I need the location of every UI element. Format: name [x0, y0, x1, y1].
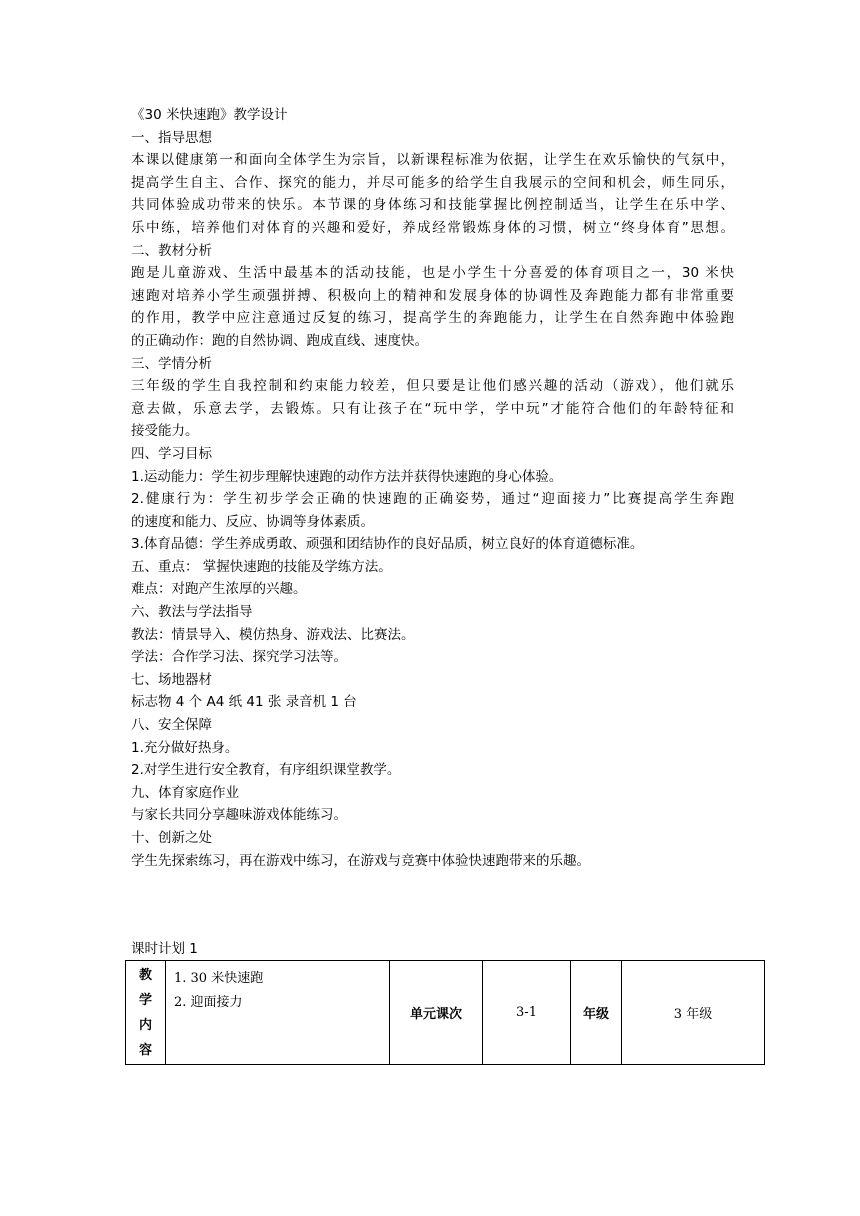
document-line: 共同体验成功带来的快乐。本节课的身体练习和技能掌握比例控制适当，让学生在乐中学、: [131, 197, 734, 214]
document-line: 2.健康行为：学生初步学会正确的快速跑的正确姿势，通过“迎面接力”比赛提高学生奔跑: [131, 491, 734, 508]
document-line: 1.充分做好热身。: [131, 739, 239, 756]
content-item: 2. 迎面接力: [174, 995, 243, 1010]
document-line: 三年级的学生自我控制和约束能力较差，但只要是让他们感兴趣的活动（游戏），他们就乐: [131, 378, 734, 395]
table-row: [126, 961, 765, 1065]
lesson-design-document: [131, 104, 734, 872]
document-line: 的速度和能力、反应、协调等身体素质。: [131, 513, 374, 530]
lesson-plan-table: [125, 960, 765, 1065]
document-line: 3.体育品德：学生养成勇敢、顽强和团结协作的良好品质，树立良好的体育道德标准。: [131, 536, 644, 553]
content-item: 1. 30 米快速跑: [174, 971, 264, 986]
content-header-char: 内: [138, 1017, 152, 1033]
document-line: 2.对学生进行安全教育，有序组织课堂教学。: [131, 762, 401, 779]
document-line: 学生先探索练习，再在游戏中练习，在游戏与竞赛中体验快速跑带来的乐趣。: [131, 852, 590, 869]
lesson-plan-label: 课时计划 1: [131, 941, 198, 957]
content-header-char: 容: [138, 1042, 152, 1058]
document-line: 《30 米快速跑》教学设计: [131, 107, 288, 123]
document-line: 学法：合作学习法、探究学习法等。: [131, 649, 347, 666]
unit-label-cell: 单元课次: [390, 961, 483, 1065]
document-line: 标志物 4 个 A4 纸 41 张 录音机 1 台: [131, 694, 357, 711]
document-line: 乐中练，培养他们对体育的兴趣和爱好，养成经常锻炼身体的习惯，树立“终身体育”思想。: [131, 219, 734, 236]
document-line: 的作用，教学中应注意通过反复的练习，提高学生的奔跑能力，让学生在自然奔跑中体验跑: [131, 310, 734, 327]
document-line: 七、场地器材: [131, 671, 212, 688]
content-items-cell: [166, 961, 390, 1065]
document-line: 的正确动作：跑的自然协调、跑成直线、速度快。: [131, 332, 428, 349]
document-line: 1.运动能力：学生初步理解快速跑的动作方法并获得快速跑的身心体验。: [131, 468, 563, 485]
document-line: 三、学情分析: [131, 355, 212, 372]
document-line: 四、学习目标: [131, 445, 212, 462]
document-line: 跑是儿童游戏、生活中最基本的活动技能，也是小学生十分喜爱的体育项目之一，30 米快: [131, 265, 734, 282]
document-line: 速跑对培养小学生顽强拼搏、积极向上的精神和发展身体的协调性及奔跑能力都有非常重要: [131, 287, 734, 304]
document-line: 难点：对跑产生浓厚的兴趣。: [131, 581, 307, 598]
grade-value-cell: 3 年级: [622, 961, 765, 1065]
document-line: 五、重点： 掌握快速跑的技能及学练方法。: [131, 558, 392, 575]
content-header-char: 教: [138, 967, 152, 983]
content-header-cell: [126, 961, 166, 1065]
document-line: 提高学生自主、合作、探究的能力，并尽可能多的给学生自我展示的空间和机会，师生同乐，: [131, 174, 734, 191]
document-line: 与家长共同分享趣味游戏体能练习。: [131, 807, 347, 824]
document-line: 一、指导思想: [131, 129, 212, 146]
document-line: 八、安全保障: [131, 717, 212, 734]
content-header-char: 学: [138, 992, 152, 1008]
document-line: 二、教材分析: [131, 242, 212, 259]
document-line: 意去做，乐意去学，去锻炼。只有让孩子在“玩中学，学中玩”才能符合他们的年龄特征和: [131, 400, 734, 417]
unit-value-cell: 3-1: [483, 961, 571, 1065]
document-line: 教法：情景导入、模仿热身、游戏法、比赛法。: [131, 626, 415, 643]
document-line: 接受能力。: [131, 423, 199, 440]
document-line: 六、教法与学法指导: [131, 604, 253, 621]
grade-label-cell: 年级: [571, 961, 622, 1065]
document-line: 十、创新之处: [131, 830, 212, 846]
document-line: 本课以健康第一和面向全体学生为宗旨，以新课程标准为依据，让学生在欢乐愉快的气氛中，: [131, 152, 734, 169]
document-line: 九、体育家庭作业: [131, 784, 239, 801]
